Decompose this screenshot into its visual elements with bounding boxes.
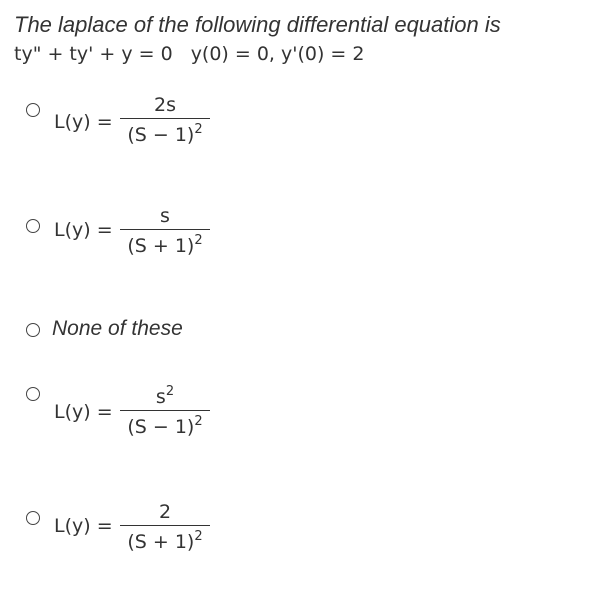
question-equation	[14, 40, 604, 68]
option-5-numerator: 2	[158, 501, 172, 523]
question	[14, 10, 604, 68]
option-1-fraction	[120, 92, 210, 148]
option-4-fraction	[120, 384, 210, 440]
option-5-denominator: $(S + 1)^2$	[127, 529, 203, 553]
question-text: The laplace of the following differential equation is	[14, 12, 501, 37]
option-4-lhs: L(y) =	[54, 401, 113, 423]
option-5-lhs: L(y) =	[54, 515, 113, 537]
option-1-lhs: L(y) =	[54, 111, 113, 133]
option-2-denominator: $(S + 1)^2$	[127, 233, 203, 257]
option-1-numerator: 2s	[154, 94, 176, 116]
option-2-lhs: L(y) =	[54, 219, 113, 241]
option-3-radio[interactable]	[26, 323, 40, 337]
option-4-denominator: $(S - 1)^2$	[127, 414, 203, 438]
option-3-label: None of these	[52, 317, 183, 340]
option-2-numerator: s	[160, 205, 170, 227]
option-5-radio[interactable]	[26, 511, 40, 525]
option-4-radio[interactable]	[26, 387, 40, 401]
option-4-numerator: $s^2$	[155, 384, 175, 408]
option-2-radio[interactable]	[26, 219, 40, 233]
initial-conditions: y(0) = 0, y'(0) = 2	[190, 43, 365, 65]
option-2-fraction	[120, 203, 210, 259]
option-1-radio[interactable]	[26, 103, 40, 117]
differential-equation: ty" + ty' + y = 0	[14, 43, 173, 65]
option-1-denominator: $(S - 1)^2$	[127, 122, 203, 146]
option-5-fraction	[120, 499, 210, 555]
